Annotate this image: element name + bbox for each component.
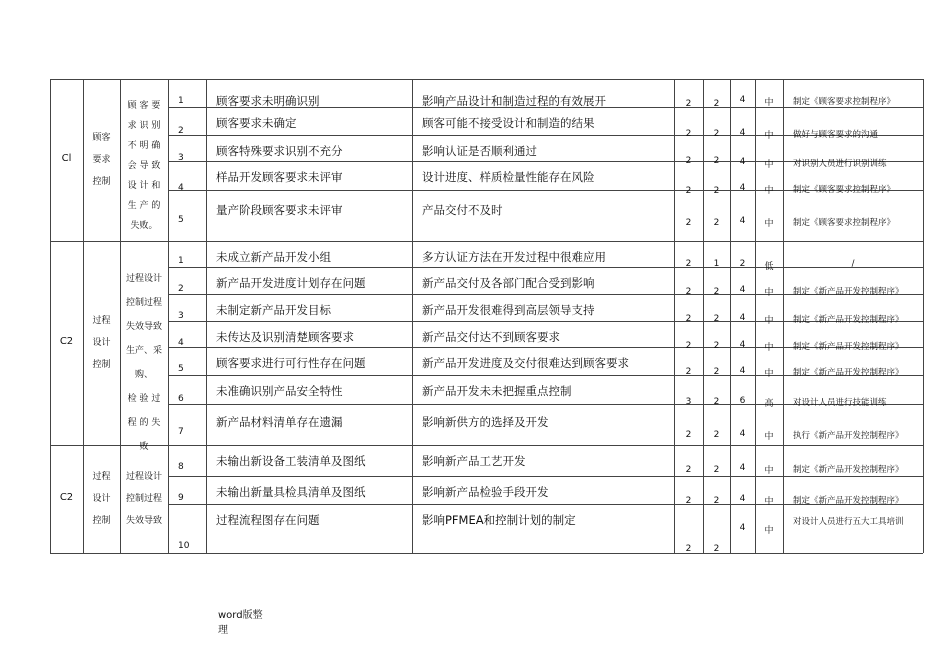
group-code: Cl [61,153,72,164]
scope-text: 检 验 过 [127,394,161,404]
control-measure: 制定《顾客要求控制程序》 [793,185,896,195]
row-number: 7 [178,427,184,437]
occurrence-score: 2 [713,544,720,554]
row-number: 5 [178,364,184,374]
failure-effect: 新产品开发很难得到高层领导支持 [422,303,595,317]
failure-mode: 顾客要求未明确识别 [216,94,320,108]
control-measure: 对设计人员进行技能训练 [793,398,887,408]
failure-effect: 影响新供方的选择及开发 [422,415,549,429]
row-number: 3 [178,311,184,321]
scope-text: 购、 [134,370,153,380]
scope-text: 控制过程 [125,298,162,308]
risk-level: 中 [764,288,774,298]
category-label: 过程 [92,316,111,326]
footer-line-2: 理 [218,625,228,636]
control-measure: / [851,259,855,269]
column-rule [120,79,121,553]
group-rule [50,553,923,554]
scope-text: 生产、采 [125,346,162,356]
occurrence-score: 1 [713,259,720,269]
scope-text: 过程设计 [125,274,162,284]
failure-mode: 新产品材料清单存在遗漏 [216,415,343,429]
scope-text: 失败。 [130,221,158,231]
scope-text: 求 识 别 [127,121,161,131]
risk-score: 4 [739,523,746,533]
occurrence-score: 2 [713,314,720,324]
risk-score: 4 [739,313,746,323]
failure-effect: 新产品开发未未把握重点控制 [422,384,572,398]
risk-level: 中 [764,98,774,108]
failure-effect: 新产品开发进度及交付很难达到顾客要求 [422,356,629,370]
row-rule [168,476,923,477]
risk-score: 4 [739,183,746,193]
severity-score: 2 [685,287,692,297]
control-measure: 制定《新产品开发控制程序》 [793,315,904,325]
severity-score: 2 [685,496,692,506]
failure-mode: 未成立新产品开发小组 [216,250,331,264]
failure-effect: 影响产品设计和制造过程的有效展开 [422,94,606,108]
control-measure: 制定《新产品开发控制程序》 [793,465,904,475]
footer-line-1: word版整 [218,610,263,621]
group-code: C2 [59,492,74,503]
row-number: 1 [178,256,184,266]
category-label: 控制 [92,360,111,370]
risk-score: 4 [739,216,746,226]
column-rule [783,79,784,553]
severity-score: 2 [685,259,692,269]
risk-score: 4 [739,128,746,138]
control-measure: 做好与顾客要求的沟通 [793,130,879,140]
risk-level: 中 [764,432,774,442]
severity-score: 2 [685,367,692,377]
scope-text: 控制过程 [125,494,162,504]
failure-mode: 样品开发顾客要求未评审 [216,170,343,184]
risk-level: 中 [764,343,774,353]
category-label: 控制 [92,516,111,526]
row-number: 4 [178,338,184,348]
failure-mode: 未输出新量具检具清单及图纸 [216,485,366,499]
failure-effect: 新产品交付达不到顾客要求 [422,330,560,344]
scope-text: 失效导致 [125,322,162,332]
occurrence-score: 2 [713,397,720,407]
severity-score: 2 [685,465,692,475]
failure-effect: 影响新产品工艺开发 [422,454,526,468]
occurrence-score: 2 [713,129,720,139]
scope-text: 顾 客 要 [127,101,161,111]
risk-level: 中 [764,497,774,507]
failure-effect: 顾客可能不接受设计和制造的结果 [422,116,595,130]
failure-mode: 新产品开发进度计划存在问题 [216,276,366,290]
category-label: 要求 [92,155,111,165]
severity-score: 2 [685,99,692,109]
failure-effect: 影响认证是否顺利通过 [422,144,537,158]
control-measure: 制定《新产品开发控制程序》 [793,342,904,352]
column-rule [923,79,924,553]
occurrence-score: 2 [713,430,720,440]
occurrence-score: 2 [713,156,720,166]
column-rule [206,79,207,553]
control-measure: 制定《新产品开发控制程序》 [793,287,904,297]
row-number: 9 [178,493,184,503]
footer-note [218,608,263,638]
failure-effect: 影响PFMEA和控制计划的制定 [422,513,576,527]
failure-mode: 顾客要求未确定 [216,116,297,130]
control-measure: 制定《顾客要求控制程序》 [793,97,896,107]
failure-effect: 设计进度、样质检量性能存在风险 [422,170,595,184]
severity-score: 2 [685,314,692,324]
group-rule [50,445,923,446]
severity-score: 2 [685,341,692,351]
risk-score: 4 [739,366,746,376]
risk-score: 4 [739,429,746,439]
occurrence-score: 2 [713,465,720,475]
occurrence-score: 2 [713,341,720,351]
failure-mode: 未准确识别产品安全特性 [216,384,343,398]
risk-score: 4 [739,285,746,295]
category-label: 过程 [92,472,111,482]
failure-mode: 过程流程图存在问题 [216,513,320,527]
failure-mode: 未传达及识别清楚顾客要求 [216,330,354,344]
column-rule [412,79,413,553]
risk-level: 中 [764,160,774,170]
row-number: 6 [178,394,184,404]
risk-score: 4 [739,95,746,105]
failure-effect: 多方认证方法在开发过程中很难应用 [422,250,606,264]
occurrence-score: 2 [713,186,720,196]
severity-score: 2 [685,129,692,139]
scope-text: 设 计 和 [127,181,161,191]
row-number: 5 [178,215,184,225]
risk-level: 中 [764,186,774,196]
risk-score: 4 [739,494,746,504]
failure-mode: 未输出新设备工装清单及图纸 [216,454,366,468]
group-rule [50,241,923,242]
risk-score: 4 [739,340,746,350]
severity-score: 2 [685,218,692,228]
control-measure: 制定《顾客要求控制程序》 [793,218,896,228]
risk-level: 中 [764,466,774,476]
scope-text: 程 的 失 [127,418,161,428]
row-number: 3 [178,153,184,163]
risk-score: 6 [739,396,746,406]
control-measure: 对识别人员进行识别训练 [793,159,887,169]
control-measure: 制定《新产品开发控制程序》 [793,496,904,506]
failure-effect: 新产品交付及各部门配合受到影响 [422,276,595,290]
occurrence-score: 2 [713,287,720,297]
risk-level: 中 [764,316,774,326]
group-code: C2 [59,336,74,347]
row-number: 8 [178,462,184,472]
severity-score: 2 [685,430,692,440]
risk-level: 高 [764,399,774,409]
failure-mode: 顾客要求进行可行性存在问题 [216,356,366,370]
risk-level: 中 [764,526,774,536]
row-number: 10 [178,541,190,551]
control-measure: 对设计人员进行五大工具培训 [793,517,904,527]
control-measure: 执行《新产品开发控制程序》 [793,431,904,441]
row-number: 2 [178,126,184,136]
column-rule [168,79,169,553]
scope-text: 败 [139,442,149,452]
risk-score: 4 [739,157,746,167]
failure-mode: 未制定新产品开发目标 [216,303,331,317]
category-label: 设计 [92,338,111,348]
risk-level: 中 [764,369,774,379]
scope-text: 会 导 致 [127,161,161,171]
row-number: 1 [178,96,184,106]
occurrence-score: 2 [713,218,720,228]
occurrence-score: 2 [713,99,720,109]
category-label: 顾客 [92,133,111,143]
severity-score: 2 [685,156,692,166]
risk-score: 2 [739,259,746,269]
category-label: 控制 [92,177,111,187]
occurrence-score: 2 [713,367,720,377]
row-number: 2 [178,284,184,294]
risk-level: 低 [764,262,774,272]
severity-score: 2 [685,544,692,554]
group-rule [50,79,923,80]
risk-score: 4 [739,463,746,473]
scope-text: 过程设计 [125,472,162,482]
risk-assessment-table [50,79,923,553]
failure-mode: 量产阶段顾客要求未评审 [216,203,343,217]
risk-level: 中 [764,219,774,229]
risk-level: 中 [764,131,774,141]
severity-score: 2 [685,186,692,196]
failure-effect: 产品交付不及时 [422,203,503,217]
row-number: 4 [178,183,184,193]
severity-score: 3 [685,397,692,407]
failure-mode: 顾客特殊要求识别不充分 [216,144,343,158]
scope-text: 生 产 的 [127,201,161,211]
scope-text: 失效导致 [125,516,162,526]
occurrence-score: 2 [713,496,720,506]
category-label: 设计 [92,494,111,504]
scope-text: 不 明 确 [127,141,161,151]
column-rule [50,79,51,553]
failure-effect: 影响新产品检验手段开发 [422,485,549,499]
control-measure: 制定《新产品开发控制程序》 [793,368,904,378]
